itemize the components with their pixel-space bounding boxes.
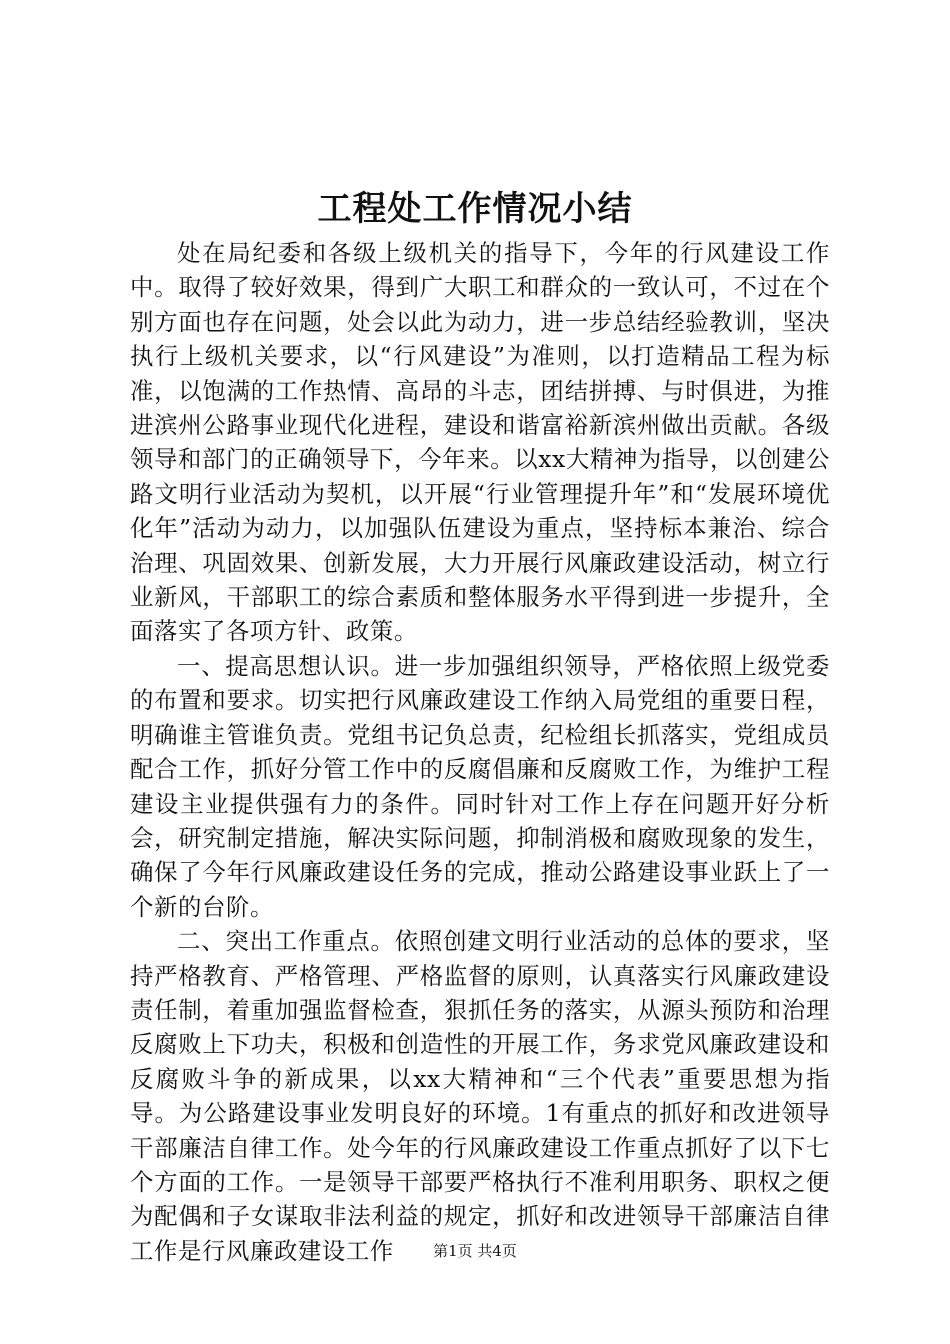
document-body <box>130 236 830 1268</box>
document-title: 工程处工作情况小结 <box>317 189 633 229</box>
paragraph-intro: 处在局纪委和各级上级机关的指导下，今年的行风建设工作中。取得了较好效果，得到广大职工和群众的一致认可，不过在个别方面也存在问题，处会以此为动力，进一步总结经验教训，坚决执行上级机关要求，以“行风建设”为准则，以打造精品工程为标准，以饱满的工作热情、高昂的斗志，团结拼搏、与时俱进，为推进滨州公路事业现代化进程，建设和谐富裕新滨州做出贡献。各级领导和部门的正确领导下，今年来。以xx大精神为指导，以创建公路文明行业活动为契机，以开展“行业管理提升年”和“发展环境优化年”活动为动力，以加强队伍建设为重点，坚持标本兼治、综合治理、巩固效果、创新发展，大力开展行风廉政建设活动，树立行业新风，干部职工的综合素质和整体服务水平得到进一步提升，全面落实了各项方针、政策。 <box>130 239 830 646</box>
paragraph-section-1: 一、提高思想认识。进一步加强组织领导，严格依照上级党委的布置和要求。切实把行风廉政建设工作纳入局党组的重要日程，明确谁主管谁负责。党组书记负总责，纪检组长抓落实，党组成员配合工作，抓好分管工作中的反腐倡廉和反腐败工作，为维护工程建设主业提供强有力的条件。同时针对工作上存在问题开好分析会，研究制定措施，解决实际问题，抑制消极和腐败现象的发生，确保了今年行风廉政建设任务的完成，推动公路建设事业跃上了一个新的台阶。 <box>130 651 830 921</box>
paragraph-section-2: 二、突出工作重点。依照创建文明行业活动的总体的要求，坚持严格教育、严格管理、严格监督的原则，认真落实行风廉政建设责任制，着重加强监督检查，狠抓任务的落实，从源头预防和治理反腐败上下功夫，积极和创造性的开展工作，务求党风廉政建设和反腐败斗争的新成果，以xx大精神和“三个代表”重要思想为指导。为公路建设事业发明良好的环境。1有重点的抓好和改进领导干部廉洁自律工作。处今年的行风廉政建设工作重点抓好了以下七个方面的工作。一是领导干部要严格执行不准利用职务、职权之便为配偶和子女谋取非法利益的规定，抓好和改进领导干部廉洁自律工作是行风廉政建设工作 <box>130 927 830 1265</box>
page-footer: 第1页 共4页 <box>433 1242 517 1260</box>
